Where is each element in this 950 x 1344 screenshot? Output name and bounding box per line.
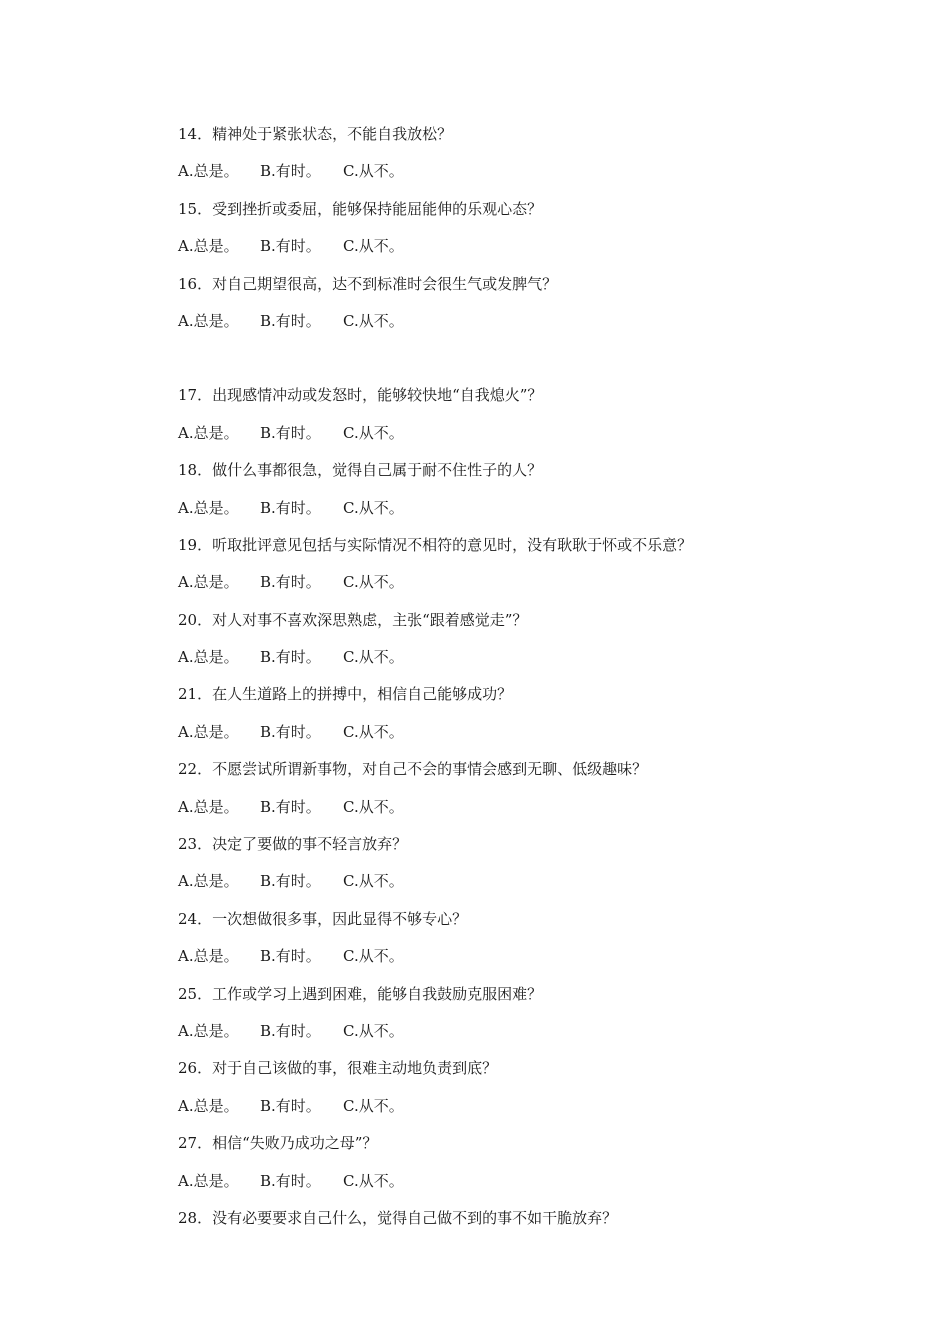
option-a: A.总是。	[178, 1021, 239, 1040]
answer-options-16	[178, 303, 878, 340]
answer-options-24	[178, 938, 878, 975]
question-20: 20．对人对事不喜欢深思熟虑，主张“跟着感觉走”？	[178, 610, 528, 629]
option-c: C.从不。	[343, 1171, 404, 1190]
option-b: B.有时。	[260, 797, 321, 816]
answer-options-18	[178, 490, 878, 527]
option-c: C.从不。	[343, 423, 404, 442]
question-25: 25．工作或学习上遇到困难，能够自我鼓励克服困难？	[178, 984, 543, 1003]
answer-options-25	[178, 1013, 878, 1050]
option-c: C.从不。	[343, 797, 404, 816]
option-a: A.总是。	[178, 648, 239, 667]
option-c: C.从不。	[343, 1096, 404, 1115]
option-b: B.有时。	[260, 1171, 321, 1190]
option-c: C.从不。	[343, 947, 404, 966]
option-b: B.有时。	[260, 237, 321, 256]
option-b: B.有时。	[260, 648, 321, 667]
option-b: B.有时。	[260, 498, 321, 517]
option-a: A.总是。	[178, 872, 239, 891]
option-a: A.总是。	[178, 1096, 239, 1115]
option-a: A.总是。	[178, 947, 239, 966]
answer-options-23	[178, 863, 878, 900]
answer-options-17	[178, 415, 878, 452]
question-19: 19．听取批评意见包括与实际情况不相符的意见时，没有耿耿于怀或不乐意？	[178, 535, 693, 554]
option-c: C.从不。	[343, 498, 404, 517]
option-b: B.有时。	[260, 423, 321, 442]
answer-options-20	[178, 639, 878, 676]
option-c: C.从不。	[343, 872, 404, 891]
option-a: A.总是。	[178, 573, 239, 592]
question-15: 15．受到挫折或委屈，能够保持能屈能伸的乐观心态？	[178, 199, 543, 218]
section-gap	[178, 340, 878, 377]
question-17: 17．出现感情冲动或发怒时，能够较快地“自我熄火”？	[178, 386, 543, 405]
option-c: C.从不。	[343, 1021, 404, 1040]
option-c: C.从不。	[343, 162, 404, 181]
option-a: A.总是。	[178, 311, 239, 330]
option-c: C.从不。	[343, 311, 404, 330]
option-c: C.从不。	[343, 237, 404, 256]
answer-options-22	[178, 789, 878, 826]
question-14: 14．精神处于紧张状态，不能自我放松？	[178, 125, 453, 143]
option-b: B.有时。	[260, 1096, 321, 1115]
question-28: 28．没有必要要求自己什么，觉得自己做不到的事不如干脆放弃？	[178, 1208, 618, 1227]
question-22: 22．不愿尝试所谓新事物，对自己不会的事情会感到无聊、低级趣味？	[178, 760, 648, 779]
option-a: A.总是。	[178, 162, 239, 181]
question-26: 26．对于自己该做的事，很难主动地负责到底？	[178, 1059, 498, 1078]
answer-options-26	[178, 1088, 878, 1125]
answer-options-27	[178, 1163, 878, 1200]
option-a: A.总是。	[178, 498, 239, 517]
option-c: C.从不。	[343, 573, 404, 592]
question-23: 23．决定了要做的事不轻言放弃？	[178, 835, 408, 854]
option-a: A.总是。	[178, 1171, 239, 1190]
option-b: B.有时。	[260, 311, 321, 330]
question-18: 18．做什么事都很急，觉得自己属于耐不住性子的人？	[178, 461, 543, 480]
question-list	[178, 116, 878, 1237]
option-c: C.从不。	[343, 722, 404, 741]
option-b: B.有时。	[260, 947, 321, 966]
option-b: B.有时。	[260, 162, 321, 181]
question-24: 24．一次想做很多事，因此显得不够专心？	[178, 909, 468, 928]
option-a: A.总是。	[178, 797, 239, 816]
question-27: 27．相信“失败乃成功之母”？	[178, 1134, 378, 1153]
option-a: A.总是。	[178, 722, 239, 741]
question-21: 21．在人生道路上的拼搏中，相信自己能够成功？	[178, 685, 513, 704]
option-b: B.有时。	[260, 872, 321, 891]
answer-options-21	[178, 714, 878, 751]
option-a: A.总是。	[178, 237, 239, 256]
answer-options-19	[178, 564, 878, 601]
option-b: B.有时。	[260, 722, 321, 741]
option-c: C.从不。	[343, 648, 404, 667]
option-a: A.总是。	[178, 423, 239, 442]
option-b: B.有时。	[260, 573, 321, 592]
option-b: B.有时。	[260, 1021, 321, 1040]
answer-options-15	[178, 228, 878, 265]
question-16: 16．对自己期望很高，达不到标准时会很生气或发脾气？	[178, 274, 558, 293]
answer-options-14	[178, 153, 878, 190]
